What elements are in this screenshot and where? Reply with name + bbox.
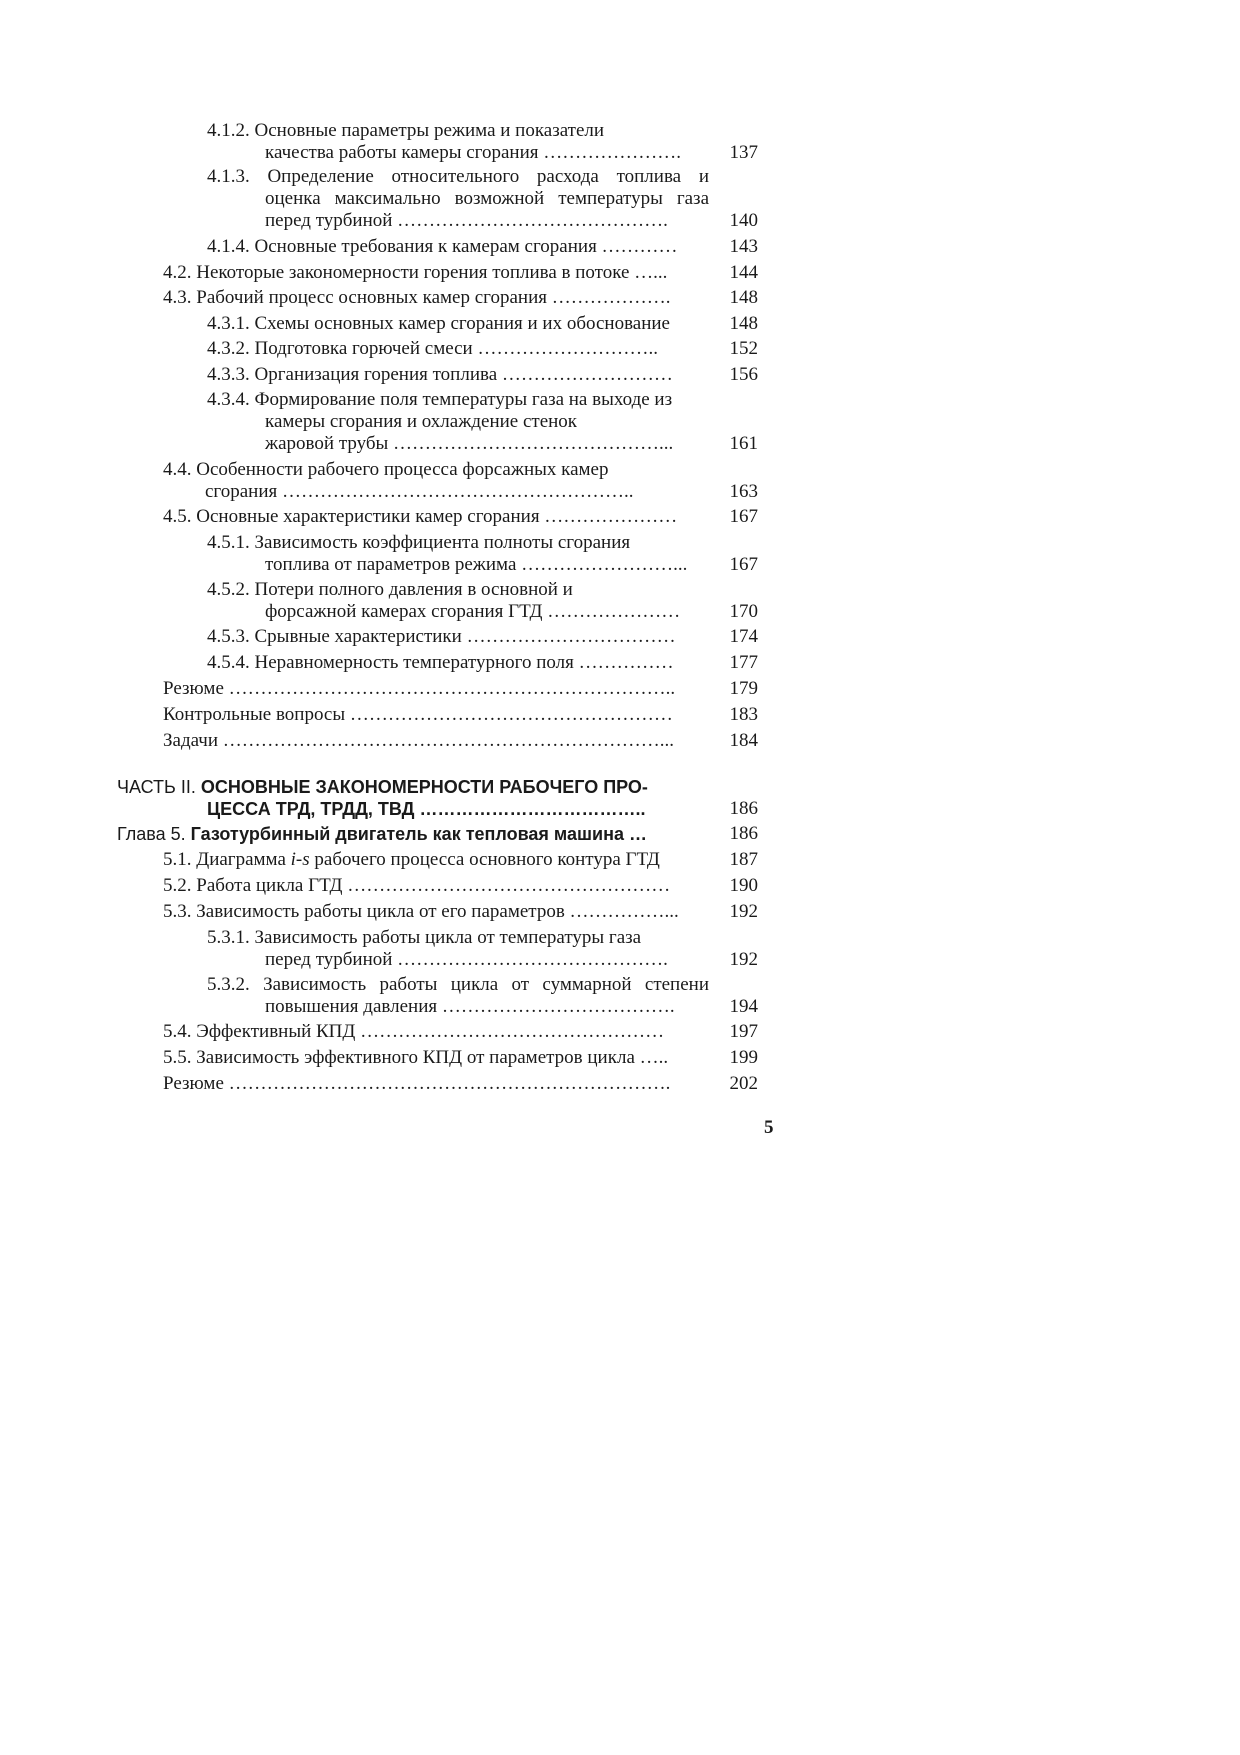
toc-page-number: 184 <box>729 730 758 751</box>
toc-page-number: 144 <box>729 262 758 283</box>
toc-entry-text: 5.5. Зависимость эффективного КПД от параметров цикла ….. <box>163 1047 669 1068</box>
toc-entry-text: 4.5.1. Зависимость коэффициента полноты сгорания <box>207 532 631 553</box>
toc-page-number: 163 <box>729 481 758 502</box>
part-title: ЦЕССА ТРД, ТРДД, ТВД ……………………………….. <box>207 799 646 819</box>
toc-entry-text: качества работы камеры сгорания …………………. <box>265 142 681 163</box>
toc-entry-text: 4.3.4. Формирование поля температуры газа на выходе из <box>207 389 673 410</box>
toc-entry-text: Резюме …………………………………………………………….. <box>163 678 676 699</box>
toc-entry-text: 5.3. Зависимость работы цикла от его параметров ……………... <box>163 901 679 922</box>
toc-page-number: 186 <box>729 798 758 819</box>
toc-entry-text: топлива от параметров режима ……………………... <box>265 554 688 575</box>
toc-entry-text: камеры сгорания и охлаждение стенок <box>265 411 578 432</box>
toc-entry-text: i-s <box>290 849 310 870</box>
toc-entry-text: 4.5.4. Неравномерность температурного поля …………… <box>207 652 674 673</box>
toc-entry-text: Контрольные вопросы …………………………………………… <box>163 704 673 725</box>
toc-entry-text: жаровой трубы ……………………………………... <box>265 433 674 454</box>
toc-entry-text: сгорания ……………………………………………….. <box>205 481 634 502</box>
toc-entry-text: 4.1.3. Определение относительного расхода топлива и <box>207 166 709 187</box>
chapter-prefix: Глава 5. <box>117 824 191 844</box>
toc-entry-text: 4.5. Основные характеристики камер сгорания ………………… <box>163 506 678 527</box>
toc-page-number: 187 <box>729 849 758 870</box>
toc-entry-text: 4.5.2. Потери полного давления в основной и <box>207 579 573 600</box>
toc-entry-text: Резюме ……………………………………………………………. <box>163 1073 671 1094</box>
toc-page-number: 186 <box>729 823 758 844</box>
toc-page-number: 167 <box>729 554 758 575</box>
toc-page-number: 177 <box>729 652 758 673</box>
toc-entry-text: Задачи ……………………………………………………………... <box>163 730 675 751</box>
toc-entry-text: оценка максимально возможной температуры газа <box>265 188 709 209</box>
toc-entry-text: повышения давления ………………………………. <box>265 996 675 1017</box>
toc-page-number: 161 <box>729 433 758 454</box>
toc-entry-text: форсажной камерах сгорания ГТД ………………… <box>265 601 681 622</box>
toc-entry-text: перед турбиной ……………………………………. <box>265 949 668 970</box>
toc-entry-text: 4.5.3. Срывные характеристики …………………………… <box>207 626 676 647</box>
part-prefix: ЧАСТЬ II. <box>117 777 201 797</box>
toc-page-number: 179 <box>729 678 758 699</box>
toc-page-number: 183 <box>729 704 758 725</box>
toc-page-number: 148 <box>729 287 758 308</box>
chapter-title: Газотурбинный двигатель как тепловая машина … <box>190 824 647 844</box>
part-title: ОСНОВНЫЕ ЗАКОНОМЕРНОСТИ РАБОЧЕГО ПРО- <box>200 777 648 797</box>
toc-page-number: 148 <box>729 313 758 334</box>
toc-entry-text: рабочего процесса основного контура ГТД <box>309 849 660 870</box>
toc-page-number: 137 <box>729 142 758 163</box>
toc-entry-text: 4.3.1. Схемы основных камер сгорания и их обоснование <box>207 313 670 334</box>
toc-page-number: 190 <box>729 875 758 896</box>
toc-entry-text: 4.3. Рабочий процесс основных камер сгорания ………………. <box>163 287 671 308</box>
toc-entry-text: 5.3.1. Зависимость работы цикла от температуры газа <box>207 927 642 948</box>
toc-page-number: 197 <box>729 1021 758 1042</box>
toc-entry-text: 5.1. Диаграмма <box>163 849 291 870</box>
toc-page-number: 143 <box>729 236 758 257</box>
toc-page-number: 199 <box>729 1047 758 1068</box>
toc-page-number: 194 <box>729 996 758 1017</box>
toc-entry-text: 5.2. Работа цикла ГТД …………………………………………… <box>163 875 671 896</box>
toc-entry-text: 5.4. Эффективный КПД ………………………………………… <box>163 1021 665 1042</box>
toc-entry-text: 4.3.3. Организация горения топлива ……………………… <box>207 364 673 385</box>
page-number: 5 <box>764 1117 774 1138</box>
toc-entry-text: перед турбиной ……………………………………. <box>265 210 668 231</box>
toc-page-number: 192 <box>729 949 758 970</box>
toc-page-number: 192 <box>729 901 758 922</box>
toc-page-number: 152 <box>729 338 758 359</box>
toc-entry-text: 5.3.2. Зависимость работы цикла от суммарной степени <box>207 974 709 995</box>
toc-page-number: 156 <box>729 364 758 385</box>
toc-page-number: 202 <box>729 1073 758 1094</box>
toc-entry-text: 4.1.2. Основные параметры режима и показатели <box>207 120 605 141</box>
toc-entry-text: 4.1.4. Основные требования к камерам сгорания ………… <box>207 236 678 257</box>
toc-page-number: 174 <box>729 626 758 647</box>
toc-entry-text: 4.3.2. Подготовка горючей смеси ……………………….. <box>207 338 658 359</box>
toc-page-number: 167 <box>729 506 758 527</box>
toc-entry-text: 4.4. Особенности рабочего процесса форсажных камер <box>163 459 609 480</box>
toc-page-number: 140 <box>729 210 758 231</box>
toc-page-number: 170 <box>729 601 758 622</box>
toc-entry-text: 4.2. Некоторые закономерности горения топлива в потоке …... <box>163 262 668 283</box>
